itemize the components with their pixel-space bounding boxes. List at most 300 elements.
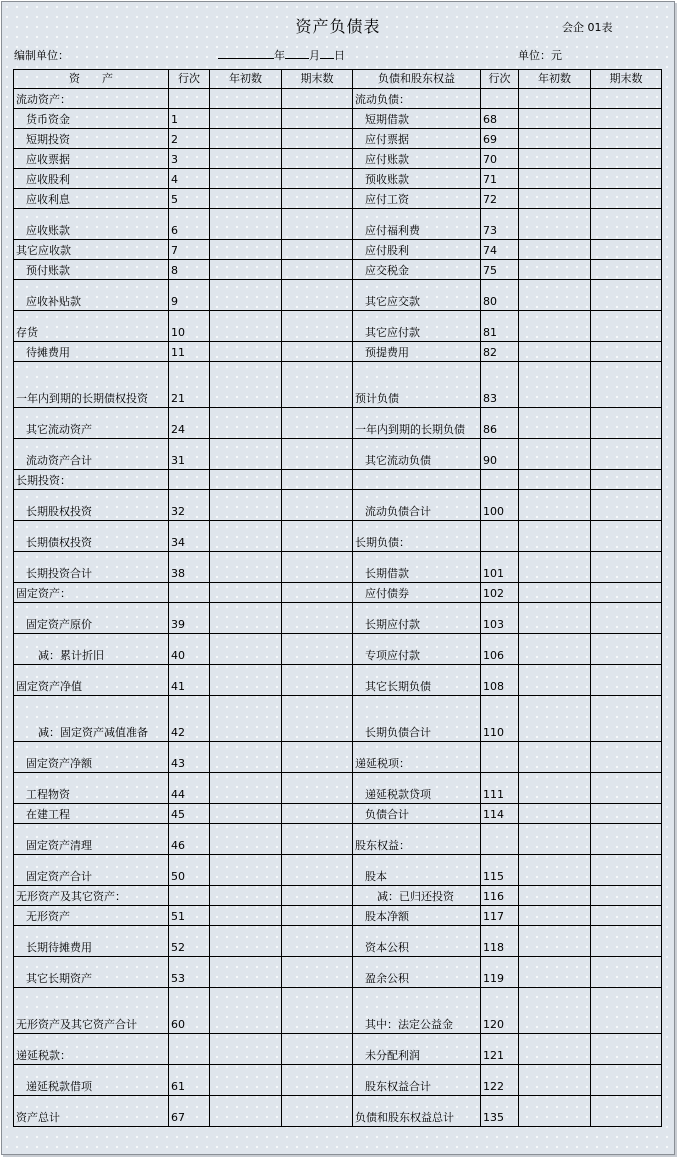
header-col-liability-end: 期末数 <box>591 70 662 89</box>
asset-end-value[interactable] <box>282 260 353 280</box>
liability-end-value[interactable] <box>591 169 662 189</box>
liability-begin-value[interactable] <box>519 906 591 926</box>
table-row <box>14 129 662 149</box>
asset-end-value[interactable] <box>282 804 353 824</box>
asset-line-no: 38 <box>169 552 210 583</box>
liability-item: 专项应付款 <box>353 634 481 665</box>
asset-end-value[interactable] <box>282 1096 353 1127</box>
liability-item: 预收账款 <box>353 169 481 189</box>
asset-item: 货币资金 <box>14 109 169 129</box>
liability-begin-value[interactable] <box>519 773 591 804</box>
liability-line-no <box>481 824 519 855</box>
asset-begin-value[interactable] <box>210 886 282 906</box>
liability-begin-value[interactable] <box>519 109 591 129</box>
asset-end-value[interactable] <box>282 1034 353 1065</box>
asset-begin-value[interactable] <box>210 824 282 855</box>
liability-end-value[interactable] <box>591 742 662 773</box>
asset-item: 流动资产： <box>14 89 169 109</box>
asset-item: 固定资产合计 <box>14 855 169 886</box>
asset-end-value[interactable] <box>282 362 353 408</box>
asset-line-no: 45 <box>169 804 210 824</box>
table-row <box>14 665 662 696</box>
asset-item: 待摊费用 <box>14 342 169 362</box>
table-row <box>14 470 662 490</box>
liability-end-value[interactable] <box>591 696 662 742</box>
liability-line-no: 73 <box>481 209 519 240</box>
asset-line-no: 39 <box>169 603 210 634</box>
asset-line-no: 46 <box>169 824 210 855</box>
asset-line-no: 52 <box>169 926 210 957</box>
table-row <box>14 362 662 408</box>
asset-line-no: 67 <box>169 1096 210 1127</box>
asset-item: 一年内到期的长期债权投资 <box>14 362 169 408</box>
asset-line-no <box>169 583 210 603</box>
asset-line-no: 43 <box>169 742 210 773</box>
liability-item: 长期负债： <box>353 521 481 552</box>
asset-begin-value[interactable] <box>210 1096 282 1127</box>
liability-item: 股本净额 <box>353 906 481 926</box>
asset-begin-value[interactable] <box>210 470 282 490</box>
report-date <box>218 47 345 63</box>
asset-item: 短期投资 <box>14 129 169 149</box>
asset-line-no <box>169 1034 210 1065</box>
liability-item: 应付债券 <box>353 583 481 603</box>
asset-line-no: 42 <box>169 696 210 742</box>
asset-item: 无形资产及其它资产： <box>14 886 169 906</box>
liability-end-value[interactable] <box>591 149 662 169</box>
table-row <box>14 824 662 855</box>
asset-begin-value[interactable] <box>210 926 282 957</box>
liability-line-no: 106 <box>481 634 519 665</box>
asset-end-value[interactable] <box>282 988 353 1034</box>
liability-begin-value[interactable] <box>519 89 591 109</box>
asset-item: 减：累计折旧 <box>14 634 169 665</box>
asset-end-value[interactable] <box>282 439 353 470</box>
liability-item: 预计负债 <box>353 362 481 408</box>
liability-item: 长期应付款 <box>353 603 481 634</box>
liability-line-no: 120 <box>481 988 519 1034</box>
liability-end-value[interactable] <box>591 957 662 988</box>
asset-line-no <box>169 89 210 109</box>
liability-begin-value[interactable] <box>519 988 591 1034</box>
table-row <box>14 240 662 260</box>
asset-line-no: 7 <box>169 240 210 260</box>
asset-end-value[interactable] <box>282 886 353 906</box>
liability-begin-value[interactable] <box>519 696 591 742</box>
asset-end-value[interactable] <box>282 470 353 490</box>
asset-begin-value[interactable] <box>210 665 282 696</box>
liability-begin-value[interactable] <box>519 169 591 189</box>
asset-item: 长期债权投资 <box>14 521 169 552</box>
asset-begin-value[interactable] <box>210 521 282 552</box>
liability-begin-value[interactable] <box>519 362 591 408</box>
liability-item: 应付工资 <box>353 189 481 209</box>
liability-line-no: 83 <box>481 362 519 408</box>
liability-line-no <box>481 470 519 490</box>
asset-line-no: 5 <box>169 189 210 209</box>
asset-end-value[interactable] <box>282 552 353 583</box>
table-row <box>14 603 662 634</box>
asset-begin-value[interactable] <box>210 408 282 439</box>
liability-begin-value[interactable] <box>519 342 591 362</box>
asset-item: 长期股权投资 <box>14 490 169 521</box>
table-body <box>14 89 662 1127</box>
table-row <box>14 439 662 470</box>
asset-end-value[interactable] <box>282 129 353 149</box>
liability-item <box>353 470 481 490</box>
liability-end-value[interactable] <box>591 1034 662 1065</box>
header-col-asset-line: 行次 <box>169 70 210 89</box>
liability-begin-value[interactable] <box>519 926 591 957</box>
table-row <box>14 342 662 362</box>
asset-item: 应收账款 <box>14 209 169 240</box>
asset-item: 长期待摊费用 <box>14 926 169 957</box>
asset-line-no: 1 <box>169 109 210 129</box>
liability-begin-value[interactable] <box>519 129 591 149</box>
asset-begin-value[interactable] <box>210 280 282 311</box>
asset-end-value[interactable] <box>282 603 353 634</box>
liability-begin-value[interactable] <box>519 634 591 665</box>
asset-begin-value[interactable] <box>210 169 282 189</box>
liability-end-value[interactable] <box>591 824 662 855</box>
liability-begin-value[interactable] <box>519 855 591 886</box>
liability-item: 盈余公积 <box>353 957 481 988</box>
asset-item: 应收利息 <box>14 189 169 209</box>
liability-line-no <box>481 742 519 773</box>
asset-end-value[interactable] <box>282 109 353 129</box>
liability-end-value[interactable] <box>591 189 662 209</box>
liability-line-no: 110 <box>481 696 519 742</box>
liability-begin-value[interactable] <box>519 149 591 169</box>
liability-begin-value[interactable] <box>519 804 591 824</box>
asset-begin-value[interactable] <box>210 149 282 169</box>
liability-line-no: 72 <box>481 189 519 209</box>
liability-begin-value[interactable] <box>519 209 591 240</box>
liability-end-value[interactable] <box>591 89 662 109</box>
asset-begin-value[interactable] <box>210 189 282 209</box>
asset-begin-value[interactable] <box>210 988 282 1034</box>
header-col-asset-begin: 年初数 <box>210 70 282 89</box>
liability-line-no: 116 <box>481 886 519 906</box>
asset-begin-value[interactable] <box>210 552 282 583</box>
asset-begin-value[interactable] <box>210 957 282 988</box>
asset-item: 应收票据 <box>14 149 169 169</box>
table-row <box>14 957 662 988</box>
liability-end-value[interactable] <box>591 408 662 439</box>
liability-end-value[interactable] <box>591 1065 662 1096</box>
liability-end-value[interactable] <box>591 855 662 886</box>
liability-line-no: 75 <box>481 260 519 280</box>
liability-end-value[interactable] <box>591 773 662 804</box>
liability-item: 递延税款贷项 <box>353 773 481 804</box>
compiler-label: 编制单位： <box>14 49 69 62</box>
asset-begin-value[interactable] <box>210 439 282 470</box>
liability-begin-value[interactable] <box>519 280 591 311</box>
asset-item: 应收补贴款 <box>14 280 169 311</box>
liability-end-value[interactable] <box>591 109 662 129</box>
asset-end-value[interactable] <box>282 490 353 521</box>
asset-end-value[interactable] <box>282 773 353 804</box>
asset-begin-value[interactable] <box>210 109 282 129</box>
liability-begin-value[interactable] <box>519 490 591 521</box>
liability-begin-value[interactable] <box>519 1065 591 1096</box>
table-row <box>14 311 662 342</box>
asset-begin-value[interactable] <box>210 311 282 342</box>
liability-line-no: 111 <box>481 773 519 804</box>
asset-begin-value[interactable] <box>210 634 282 665</box>
liability-end-value[interactable] <box>591 886 662 906</box>
liability-line-no: 68 <box>481 109 519 129</box>
liability-end-value[interactable] <box>591 260 662 280</box>
liability-begin-value[interactable] <box>519 470 591 490</box>
liability-end-value[interactable] <box>591 470 662 490</box>
asset-item: 固定资产清理 <box>14 824 169 855</box>
liability-end-value[interactable] <box>591 240 662 260</box>
asset-item: 存货 <box>14 311 169 342</box>
liability-begin-value[interactable] <box>519 583 591 603</box>
liability-end-value[interactable] <box>591 552 662 583</box>
header-col-liability-line: 行次 <box>481 70 519 89</box>
asset-begin-value[interactable] <box>210 129 282 149</box>
liability-begin-value[interactable] <box>519 742 591 773</box>
liability-item: 一年内到期的长期负债 <box>353 408 481 439</box>
asset-begin-value[interactable] <box>210 1034 282 1065</box>
liability-item: 递延税项： <box>353 742 481 773</box>
asset-item: 固定资产： <box>14 583 169 603</box>
liability-end-value[interactable] <box>591 926 662 957</box>
liability-begin-value[interactable] <box>519 957 591 988</box>
asset-end-value[interactable] <box>282 634 353 665</box>
liability-line-no: 71 <box>481 169 519 189</box>
table-row <box>14 1034 662 1065</box>
asset-end-value[interactable] <box>282 209 353 240</box>
asset-line-no: 53 <box>169 957 210 988</box>
asset-end-value[interactable] <box>282 408 353 439</box>
liability-line-no: 86 <box>481 408 519 439</box>
asset-line-no <box>169 886 210 906</box>
liability-item: 资本公积 <box>353 926 481 957</box>
liability-line-no: 119 <box>481 957 519 988</box>
asset-begin-value[interactable] <box>210 696 282 742</box>
liability-end-value[interactable] <box>591 209 662 240</box>
liability-end-value[interactable] <box>591 439 662 470</box>
asset-begin-value[interactable] <box>210 906 282 926</box>
table-row <box>14 408 662 439</box>
table-row <box>14 634 662 665</box>
asset-end-value[interactable] <box>282 280 353 311</box>
asset-end-value[interactable] <box>282 665 353 696</box>
liability-item: 长期负债合计 <box>353 696 481 742</box>
liability-begin-value[interactable] <box>519 521 591 552</box>
liability-begin-value[interactable] <box>519 886 591 906</box>
liability-begin-value[interactable] <box>519 603 591 634</box>
liability-end-value[interactable] <box>591 804 662 824</box>
table-row <box>14 886 662 906</box>
asset-begin-value[interactable] <box>210 603 282 634</box>
asset-line-no: 3 <box>169 149 210 169</box>
asset-line-no: 10 <box>169 311 210 342</box>
liability-begin-value[interactable] <box>519 260 591 280</box>
asset-end-value[interactable] <box>282 342 353 362</box>
table-row <box>14 1096 662 1127</box>
liability-begin-value[interactable] <box>519 311 591 342</box>
liability-end-value[interactable] <box>591 490 662 521</box>
liability-item: 其它应付款 <box>353 311 481 342</box>
table-row <box>14 906 662 926</box>
asset-item: 固定资产净额 <box>14 742 169 773</box>
liability-line-no: 101 <box>481 552 519 583</box>
liability-begin-value[interactable] <box>519 824 591 855</box>
asset-end-value[interactable] <box>282 1065 353 1096</box>
liability-end-value[interactable] <box>591 129 662 149</box>
asset-item: 在建工程 <box>14 804 169 824</box>
liability-item: 应付票据 <box>353 129 481 149</box>
day-blank[interactable] <box>320 48 334 59</box>
asset-end-value[interactable] <box>282 189 353 209</box>
liability-end-value[interactable] <box>591 362 662 408</box>
table-row <box>14 260 662 280</box>
asset-item: 预付账款 <box>14 260 169 280</box>
liability-begin-value[interactable] <box>519 189 591 209</box>
liability-item: 股本 <box>353 855 481 886</box>
asset-end-value[interactable] <box>282 742 353 773</box>
asset-line-no: 31 <box>169 439 210 470</box>
table-row <box>14 552 662 583</box>
liability-begin-value[interactable] <box>519 552 591 583</box>
asset-begin-value[interactable] <box>210 89 282 109</box>
table-row <box>14 696 662 742</box>
asset-end-value[interactable] <box>282 583 353 603</box>
asset-begin-value[interactable] <box>210 1065 282 1096</box>
asset-begin-value[interactable] <box>210 855 282 886</box>
liability-end-value[interactable] <box>591 988 662 1034</box>
liability-line-no: 81 <box>481 311 519 342</box>
asset-item: 固定资产原价 <box>14 603 169 634</box>
asset-begin-value[interactable] <box>210 583 282 603</box>
asset-begin-value[interactable] <box>210 490 282 521</box>
asset-end-value[interactable] <box>282 311 353 342</box>
liability-line-no: 90 <box>481 439 519 470</box>
asset-begin-value[interactable] <box>210 260 282 280</box>
asset-begin-value[interactable] <box>210 742 282 773</box>
month-blank[interactable] <box>285 48 309 59</box>
liability-begin-value[interactable] <box>519 439 591 470</box>
liability-line-no: 122 <box>481 1065 519 1096</box>
liability-begin-value[interactable] <box>519 1096 591 1127</box>
liability-end-value[interactable] <box>591 280 662 311</box>
header-col-liability-begin: 年初数 <box>519 70 591 89</box>
asset-item: 无形资产 <box>14 906 169 926</box>
asset-end-value[interactable] <box>282 89 353 109</box>
page-title: 资产负债表 <box>295 17 381 36</box>
month-label: 月 <box>309 49 320 62</box>
liability-item: 负债合计 <box>353 804 481 824</box>
liability-end-value[interactable] <box>591 665 662 696</box>
liability-line-no: 82 <box>481 342 519 362</box>
form-code: 会企 01表 <box>562 21 613 34</box>
asset-line-no <box>169 470 210 490</box>
year-blank[interactable] <box>218 48 274 59</box>
table-row <box>14 773 662 804</box>
liability-end-value[interactable] <box>591 906 662 926</box>
asset-begin-value[interactable] <box>210 804 282 824</box>
asset-item: 无形资产及其它资产合计 <box>14 988 169 1034</box>
liability-begin-value[interactable] <box>519 408 591 439</box>
asset-line-no: 24 <box>169 408 210 439</box>
table-row <box>14 988 662 1034</box>
table-row <box>14 209 662 240</box>
asset-end-value[interactable] <box>282 957 353 988</box>
liability-end-value[interactable] <box>591 521 662 552</box>
asset-end-value[interactable] <box>282 149 353 169</box>
liability-line-no: 69 <box>481 129 519 149</box>
liability-end-value[interactable] <box>591 634 662 665</box>
liability-end-value[interactable] <box>591 1096 662 1127</box>
liability-item: 预提费用 <box>353 342 481 362</box>
liability-item: 未分配利润 <box>353 1034 481 1065</box>
liability-end-value[interactable] <box>591 342 662 362</box>
asset-line-no: 60 <box>169 988 210 1034</box>
asset-end-value[interactable] <box>282 169 353 189</box>
asset-end-value[interactable] <box>282 906 353 926</box>
liability-item: 其它流动负债 <box>353 439 481 470</box>
asset-item: 流动资产合计 <box>14 439 169 470</box>
liability-end-value[interactable] <box>591 603 662 634</box>
liability-line-no <box>481 521 519 552</box>
asset-begin-value[interactable] <box>210 209 282 240</box>
liability-item: 长期借款 <box>353 552 481 583</box>
asset-item: 其它应收款 <box>14 240 169 260</box>
asset-end-value[interactable] <box>282 855 353 886</box>
balance-sheet <box>1 1 675 1155</box>
asset-end-value[interactable] <box>282 240 353 260</box>
liability-item: 流动负债： <box>353 89 481 109</box>
liability-begin-value[interactable] <box>519 665 591 696</box>
asset-end-value[interactable] <box>282 696 353 742</box>
liability-begin-value[interactable] <box>519 240 591 260</box>
asset-line-no: 61 <box>169 1065 210 1096</box>
table-row <box>14 280 662 311</box>
liability-end-value[interactable] <box>591 311 662 342</box>
asset-line-no: 4 <box>169 169 210 189</box>
asset-line-no: 6 <box>169 209 210 240</box>
liability-line-no <box>481 89 519 109</box>
table-row <box>14 490 662 521</box>
asset-begin-value[interactable] <box>210 362 282 408</box>
asset-begin-value[interactable] <box>210 773 282 804</box>
asset-item: 递延税款： <box>14 1034 169 1065</box>
asset-end-value[interactable] <box>282 824 353 855</box>
liability-line-no: 102 <box>481 583 519 603</box>
asset-end-value[interactable] <box>282 926 353 957</box>
liability-begin-value[interactable] <box>519 1034 591 1065</box>
liability-item: 流动负债合计 <box>353 490 481 521</box>
asset-line-no: 8 <box>169 260 210 280</box>
liability-item: 短期借款 <box>353 109 481 129</box>
liability-item: 应交税金 <box>353 260 481 280</box>
table-row <box>14 855 662 886</box>
header-col-liability: 负债和股东权益 <box>353 70 481 89</box>
table-row <box>14 926 662 957</box>
asset-begin-value[interactable] <box>210 240 282 260</box>
liability-end-value[interactable] <box>591 583 662 603</box>
liability-line-no: 114 <box>481 804 519 824</box>
table-row <box>14 804 662 824</box>
asset-line-no: 40 <box>169 634 210 665</box>
asset-item: 其它流动资产 <box>14 408 169 439</box>
asset-begin-value[interactable] <box>210 342 282 362</box>
asset-end-value[interactable] <box>282 521 353 552</box>
